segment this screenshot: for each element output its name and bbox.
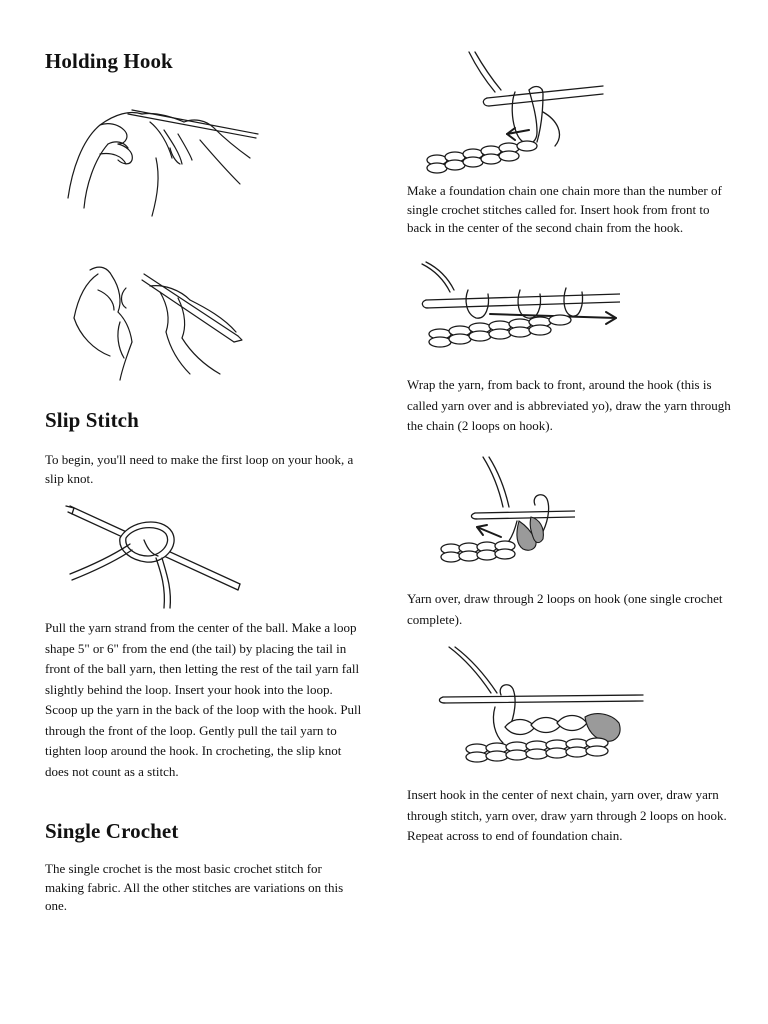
step1-illustration <box>425 50 605 175</box>
step2-text: Wrap the yarn, from back to front, around the hook (this is called yarn over and is abbreviated yo), draw the yarn through the chain (2 loops on hook). <box>407 377 731 433</box>
single-crochet-intro: The single crochet is the most basic crochet stitch for making fabric. All the other stitches are variations on this one. <box>45 861 344 913</box>
holding-hook-illustration-1 <box>60 100 260 220</box>
slip-knot-illustration <box>60 500 245 612</box>
holding-hook-illustration-2 <box>60 258 260 383</box>
step2-illustration <box>420 260 620 360</box>
slip-stitch-intro: To begin, you'll need to make the first loop on your hook, a slip knot. <box>45 452 354 486</box>
step3-illustration <box>435 455 575 570</box>
step3-text: Yarn over, draw through 2 loops on hook (one single crochet complete). <box>407 591 723 627</box>
holding-hook-heading: Holding Hook <box>45 49 173 73</box>
single-crochet-heading: Single Crochet <box>45 819 179 843</box>
slip-stitch-body: Pull the yarn strand from the center of the ball. Make a loop shape 5" or 6" from the end (the tail) by placing the tail in front of the ball yarn, then letting the rest of the tail yarn fall slightly behind the loop. Insert your hook into the loop. Scoop up the yarn in the back of the loop with the hook. Pull through the front of the loop. Gently pull the tail yarn to tighten loop around the hook. In crocheting, the slip knot does not count as a stitch. <box>45 620 362 779</box>
step4-text: Insert hook in the center of next chain, yarn over, draw yarn through stitch, yarn over, draw yarn through 2 loops on hook. Repeat across to end of foundation chain. <box>407 787 727 843</box>
slip-stitch-heading: Slip Stitch <box>45 408 139 432</box>
step4-illustration <box>435 645 650 770</box>
step1-text: Make a foundation chain one chain more than the number of single crochet stitches called for. Insert hook from front to back in the center of the second chain from the hook. <box>407 183 722 235</box>
